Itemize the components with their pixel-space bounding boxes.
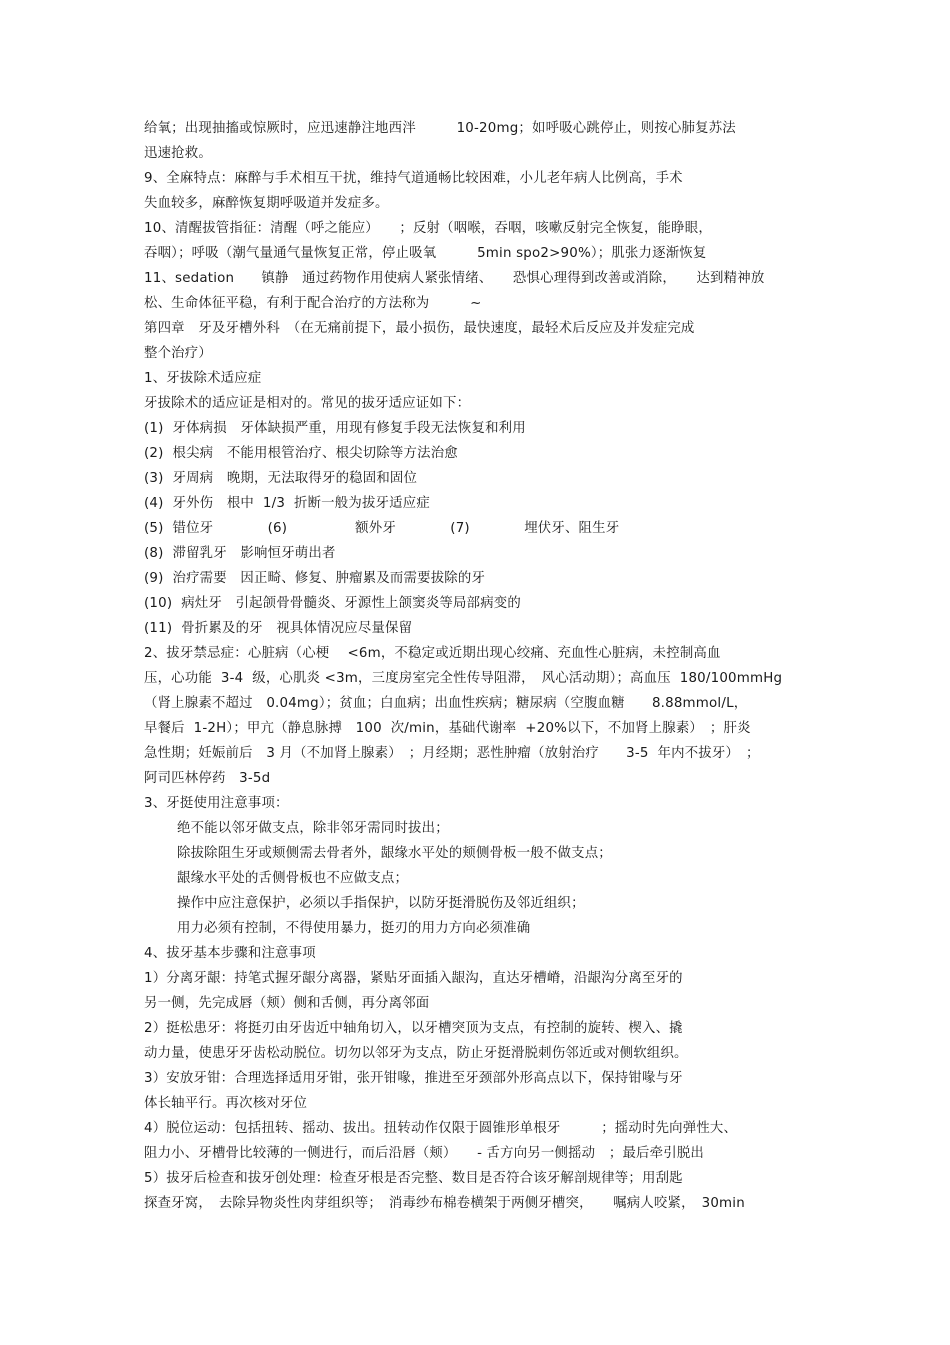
text-line: 2）挺松患牙：将挺刃由牙齿近中轴角切入，以牙槽突顶为支点，有控制的旋转、楔入、撬 (144, 1021, 683, 1036)
text-line: 牙拔除术的适应证是相对的。常见的拔牙适应证如下： (144, 396, 471, 411)
section-heading: 3、牙挺使用注意事项： (144, 796, 289, 811)
text-line: 5）拔牙后检查和拔牙创处理：检查牙根是否完整、数目是否符合该牙解剖规律等；用刮匙 (144, 1171, 683, 1186)
section-heading: 2、拔牙禁忌症：心脏病（心梗 <6m，不稳定或近期出现心绞痛、充血性心脏病，未控制高血 (144, 646, 721, 661)
list-item: (4) 牙外伤 根中 1/3 折断一般为拔牙适应症 (144, 496, 430, 511)
text-line: 阻力小、牙槽骨比较薄的一侧进行，而后沿唇（颊） - 舌方向另一侧摇动 ；最后牵引脱出 (144, 1146, 705, 1161)
list-item: (11) 骨折累及的牙 视具体情况应尽量保留 (144, 621, 413, 636)
section-heading: 4、拔牙基本步骤和注意事项 (144, 946, 316, 961)
list-item: (8) 滞留乳牙 影响恒牙萌出者 (144, 546, 336, 561)
text-line: 阿司匹林停药 3-5d (144, 771, 271, 786)
chapter-heading: 第四章 牙及牙槽外科 （在无痛前提下，最小损伤，最快速度，最轻术后反应及并发症完成 (144, 321, 695, 336)
list-item: (2) 根尖病 不能用根管治疗、根尖切除等方法治愈 (144, 446, 458, 461)
list-item: (5) 错位牙 (6) 额外牙 (7) 埋伏牙、阻生牙 (144, 521, 620, 536)
text-line: 急性期；妊娠前后 3 月（不加肾上腺素） ；月经期；恶性肿瘤（放射治疗 3-5 年内不拔牙） ； (144, 746, 760, 761)
list-item: (10) 病灶牙 引起颌骨骨髓炎、牙源性上颌窦炎等局部病变的 (144, 596, 521, 611)
list-item: (3) 牙周病 晚期，无法取得牙的稳固和固位 (144, 471, 418, 486)
list-item: 操作中应注意保护，必须以手指保护，以防牙挺滑脱伤及邻近组织； (177, 896, 585, 911)
text-line: 吞咽）；呼吸（潮气量通气量恢复正常，停止吸氧 5min spo2>90%）；肌张力逐渐恢复 (144, 246, 707, 261)
text-line: 探查牙窝， 去除异物炎性肉芽组织等； 消毒纱布棉卷横架于两侧牙槽突， 嘱病人咬紧， 30min (144, 1196, 745, 1211)
list-item: (1) 牙体病损 牙体缺损严重，用现有修复手段无法恢复和利用 (144, 421, 526, 436)
text-line: （肾上腺素不超过 0.04mg）；贫血；白血病；出血性疾病；糖尿病（空腹血糖 8.88mmol/L， (144, 696, 748, 711)
text-line: 体长轴平行。再次核对牙位 (144, 1096, 308, 1111)
list-item: (9) 治疗需要 因正畸、修复、肿瘤累及而需要拔除的牙 (144, 571, 486, 586)
text-line: 压，心功能 3-4 级，心肌炎 <3m，三度房室完全性传导阻滞， 风心活动期）；高血压 180/100mmHg (144, 671, 783, 686)
text-line: 另一侧，先完成唇（颊）侧和舌侧，再分离邻面 (144, 996, 430, 1011)
text-line: 迅速抢救。 (144, 146, 212, 161)
text-line: 动力量，使患牙牙齿松动脱位。切勿以邻牙为支点，防止牙挺滑脱刺伤邻近或对侧软组织。 (144, 1046, 688, 1061)
text-line: 3）安放牙钳：合理选择适用牙钳，张开钳喙，推进至牙颈部外形高点以下，保持钳喙与牙 (144, 1071, 683, 1086)
list-item: 除拔除阻生牙或颊侧需去骨者外，龈缘水平处的颊侧骨板一般不做支点； (177, 846, 612, 861)
list-item: 用力必须有控制，不得使用暴力，挺刃的用力方向必须准确 (177, 921, 531, 936)
text-line: 整个治疗） (144, 346, 212, 361)
text-line: 10、清醒拔管指征：清醒（呼之能应） ；反射（咽喉，吞咽，咳嗽反射完全恢复，能睁眼， (144, 221, 712, 236)
text-line: 松、生命体征平稳，有利于配合治疗的方法称为 ~ (144, 296, 482, 311)
text-line: 4）脱位运动：包括扭转、摇动、拔出。扭转动作仅限于圆锥形单根牙 ；摇动时先向弹性大、 (144, 1121, 738, 1136)
list-item: 龈缘水平处的舌侧骨板也不应做支点； (177, 871, 409, 886)
text-line: 早餐后 1-2H）；甲亢（静息脉搏 100 次/min，基础代谢率 +20%以下，不加肾上腺素） ；肝炎 (144, 721, 751, 736)
text-line: 给氧；出现抽搐或惊厥时，应迅速静注地西泮 10-20mg；如呼吸心跳停止，则按心肺复苏法 (144, 121, 736, 136)
list-item: 绝不能以邻牙做支点，除非邻牙需同时拔出； (177, 821, 449, 836)
text-line: 9、全麻特点：麻醉与手术相互干扰，维持气道通畅比较困难，小儿老年病人比例高，手术 (144, 171, 683, 186)
section-heading: 1、牙拔除术适应症 (144, 371, 262, 386)
text-line: 1）分离牙龈：持笔式握牙龈分离器，紧贴牙面插入龈沟，直达牙槽嵴，沿龈沟分离至牙的 (144, 971, 683, 986)
text-line: 失血较多，麻醉恢复期呼吸道并发症多。 (144, 196, 389, 211)
text-line: 11、sedation 镇静 通过药物作用使病人紧张情绪、 恐惧心理得到改善或消除， 达到精神放 (144, 271, 765, 286)
